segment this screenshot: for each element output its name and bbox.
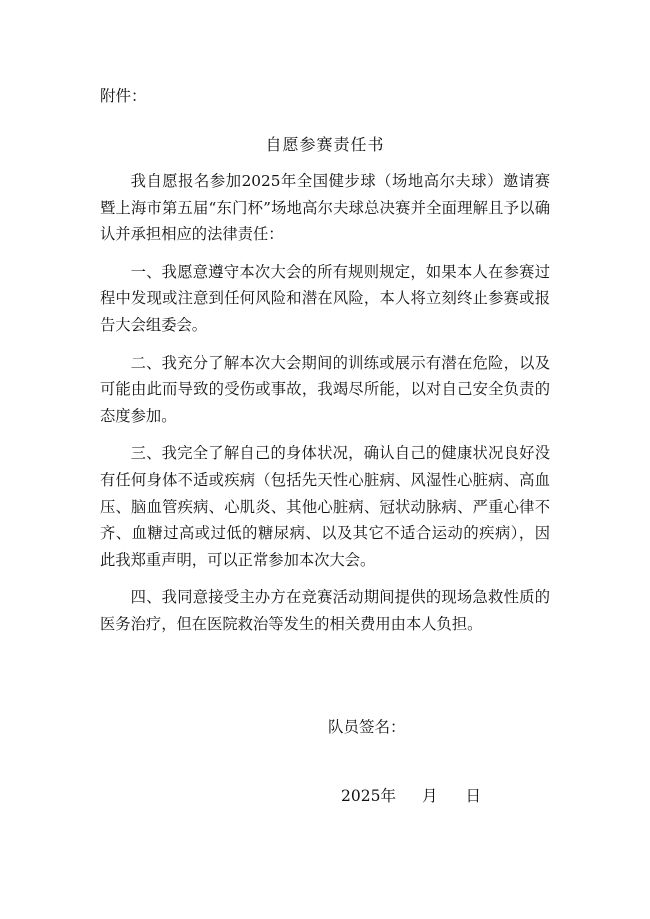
clause-two-paragraph: 二、我充分了解本次大会期间的训练或展示有潜在危险，以及可能由此而导致的受伤或事故，我竭尽所能，以对自己安全负责的态度参加。 (100, 353, 550, 425)
document-title: 自愿参赛责任书 (265, 135, 385, 154)
date-month: 月 (421, 787, 438, 805)
signature-label: 队员签名： (328, 718, 406, 736)
clause-one-paragraph: 一、我愿意遵守本次大会的所有规则规定，如果本人在参赛过程中发现或注意到任何风险和潜在风险，本人将立刻终止参赛或报告大会组委会。 (100, 262, 550, 334)
intro-paragraph: 我自愿报名参加2025年全国健步球（场地高尔夫球）邀请赛暨上海市第五届“东门杯”场地高尔夫球总决赛并全面理解且予以确认并承担相应的法律责任： (100, 172, 550, 244)
clause-three-paragraph: 三、我完全了解自己的身体状况，确认自己的健康状况良好没有任何身体不适或疾病（包括先天性心脏病、风湿性心脏病、高血压、脑血管疾病、心肌炎、其他心脏病、冠状动脉病、严重心律不齐、血糖过高或过低的糖尿病、以及其它不适合运动的疾病），因此我郑重声明，可以正常参加本次大会。 (100, 444, 550, 569)
clause-four-paragraph: 四、我同意接受主办方在竞赛活动期间提供的现场急救性质的医务治疗，但在医院救治等发生的相关费用由本人负担。 (100, 588, 550, 633)
date-day: 日 (465, 787, 481, 805)
date-year: 2025年 (341, 787, 396, 805)
date-line (341, 786, 481, 806)
document-body (100, 168, 550, 649)
attachment-label: 附件： (100, 87, 147, 105)
